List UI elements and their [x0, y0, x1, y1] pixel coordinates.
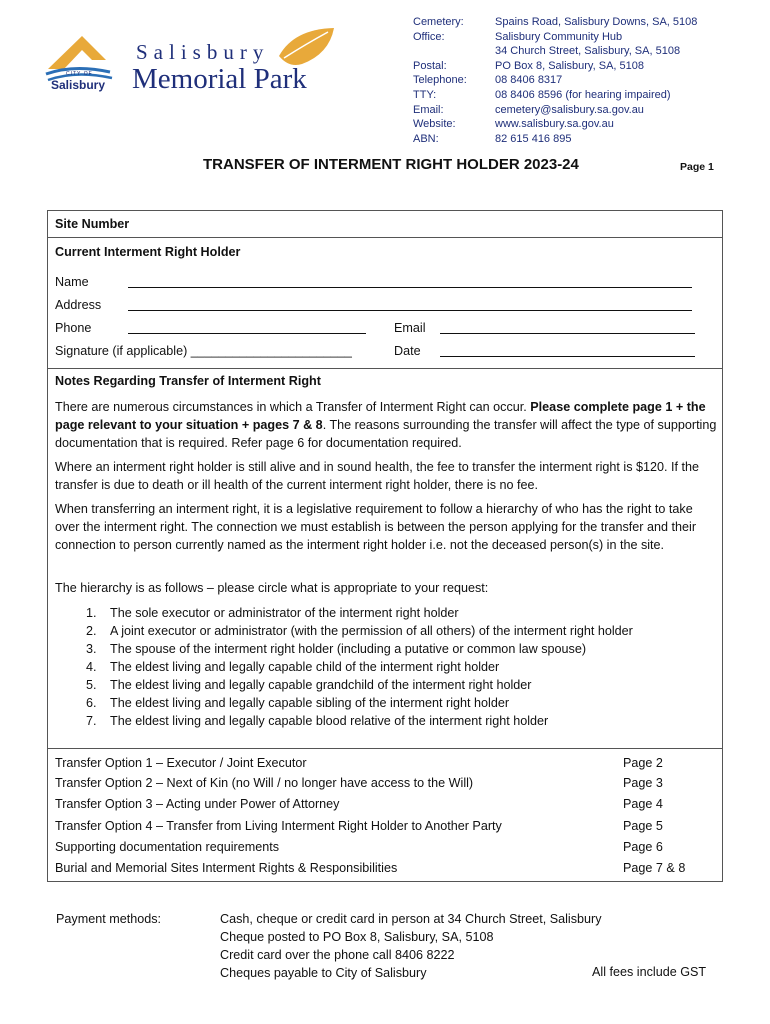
contact-value: PO Box 8, Salisbury, SA, 5108: [495, 59, 644, 72]
date-label: Date: [394, 344, 421, 358]
signature-label[interactable]: Signature (if applicable) _______________________: [55, 344, 352, 358]
phone-field[interactable]: [128, 333, 366, 334]
payment-line: Cheques payable to City of Salisbury: [220, 966, 427, 980]
contact-value: 34 Church Street, Salisbury, SA, 5108: [495, 45, 681, 58]
address-field[interactable]: [128, 310, 692, 311]
page-title: TRANSFER OF INTERMENT RIGHT HOLDER 2023-24: [203, 156, 579, 173]
payment-label: Payment methods:: [56, 912, 161, 926]
mountain-icon: [48, 36, 106, 69]
option-row[interactable]: Transfer Option 3 – Acting under Power of Attorney Page 4: [55, 797, 663, 811]
site-number-label: Site Number: [55, 217, 130, 231]
email-label: Email: [394, 321, 426, 335]
logo-city-small: CITY OF: [66, 71, 93, 77]
list-item[interactable]: 5. The eldest living and legally capable grandchild of the interment right holder: [86, 678, 532, 692]
contact-value: Spains Road, Salisbury Downs, SA, 5108: [495, 16, 698, 28]
email-field[interactable]: [440, 333, 695, 334]
list-item[interactable]: 2. A joint executor or administrator (with the permission of all others) of the interment right holder: [86, 624, 633, 638]
contact-label: Website:: [413, 118, 456, 131]
logo-word1: Salisbury: [136, 40, 270, 64]
option-row[interactable]: Supporting documentation requirements Page 6: [55, 840, 663, 854]
address-label: Address: [55, 298, 102, 312]
payment-line: Credit card over the phone call 8406 8222: [220, 948, 455, 962]
hierarchy-list: [86, 604, 706, 730]
list-item[interactable]: 1. The sole executor or administrator of the interment right holder: [86, 606, 459, 620]
contact-label: ABN:: [413, 132, 439, 145]
contact-label: Office:: [413, 30, 445, 43]
options-list: [55, 754, 717, 880]
list-item[interactable]: 3. The spouse of the interment right holder (including a putative or common law spouse): [86, 642, 587, 656]
logo-word2: Memorial Park: [132, 63, 307, 95]
contact-value: 08 8406 8596 (for hearing impaired): [495, 88, 671, 101]
notes-heading: Notes Regarding Transfer of Interment Right: [55, 374, 321, 388]
notes-paragraph-1: There are numerous circumstances in which a Transfer of Interment Right can occur. Please complete page 1 + the page relevant to your situation + pages 7 & 8. The reasons surrounding the transfer will affect the type of supporting documentation that is required. Refer page 6 for documentation required.: [55, 400, 717, 450]
option-row[interactable]: Transfer Option 2 – Next of Kin (no Will / no longer have access to the Will) Page 3: [55, 776, 663, 790]
phone-label: Phone: [55, 321, 92, 335]
notes-paragraph-2: Where an interment right holder is still alive and in sound health, the fee to transfer the interment right is $120. If the transfer is due to death or ill health of the current interment right holder, there is no fee.: [55, 460, 700, 492]
contact-label: [413, 44, 491, 59]
option-row[interactable]: Burial and Memorial Sites Interment Rights & Responsibilities Page 7 & 8: [55, 861, 686, 875]
notes-paragraph-4: The hierarchy is as follows – please circle what is appropriate to your request:: [55, 581, 489, 595]
current-holder-heading: Current Interment Right Holder: [55, 245, 241, 259]
contact-values: [495, 15, 755, 146]
contact-label: Cemetery:: [413, 16, 464, 28]
option-row[interactable]: Transfer Option 1 – Executor / Joint Executor Page 2: [55, 756, 663, 770]
contact-label: TTY:: [413, 88, 437, 101]
contact-value: 08 8406 8317: [495, 74, 563, 87]
payment-line: Cash, cheque or credit card in person at 34 Church Street, Salisbury: [220, 912, 602, 926]
list-item[interactable]: 6. The eldest living and legally capable sibling of the interment right holder: [86, 696, 510, 710]
name-label: Name: [55, 275, 89, 289]
name-field[interactable]: [128, 287, 692, 288]
payment-line: Cheque posted to PO Box 8, Salisbury, SA, 5108: [220, 930, 494, 944]
contact-labels: [413, 15, 491, 146]
contact-label: Postal:: [413, 59, 447, 72]
option-row[interactable]: Transfer Option 4 – Transfer from Living Interment Right Holder to Another Party Page 5: [55, 819, 663, 833]
gst-note: All fees include GST: [592, 965, 707, 979]
date-field[interactable]: [440, 356, 695, 357]
contact-value: Salisbury Community Hub: [495, 30, 623, 43]
notes-paragraph-3: When transferring an interment right, it is a legislative requirement to follow a hierarchy of who has the right to take over the interment right. The connection we must establish is between the person applying for the transfer and their connection to person currently named as the interment right holder i.e. not the deceased person(s) in the site.: [55, 502, 697, 552]
contact-label: Email:: [413, 103, 444, 116]
list-item[interactable]: 4. The eldest living and legally capable child of the interment right holder: [86, 660, 500, 674]
contact-value[interactable]: cemetery@salisbury.sa.gov.au: [495, 103, 644, 116]
logo: [44, 24, 344, 104]
contact-label: Telephone:: [413, 74, 467, 87]
page-number: Page 1: [680, 161, 714, 173]
logo-city: Salisbury: [51, 78, 106, 92]
contact-value[interactable]: www.salisbury.sa.gov.au: [495, 118, 614, 131]
list-item[interactable]: 7. The eldest living and legally capable blood relative of the interment right holder: [86, 714, 549, 728]
contact-value: 82 615 416 895: [495, 132, 572, 145]
